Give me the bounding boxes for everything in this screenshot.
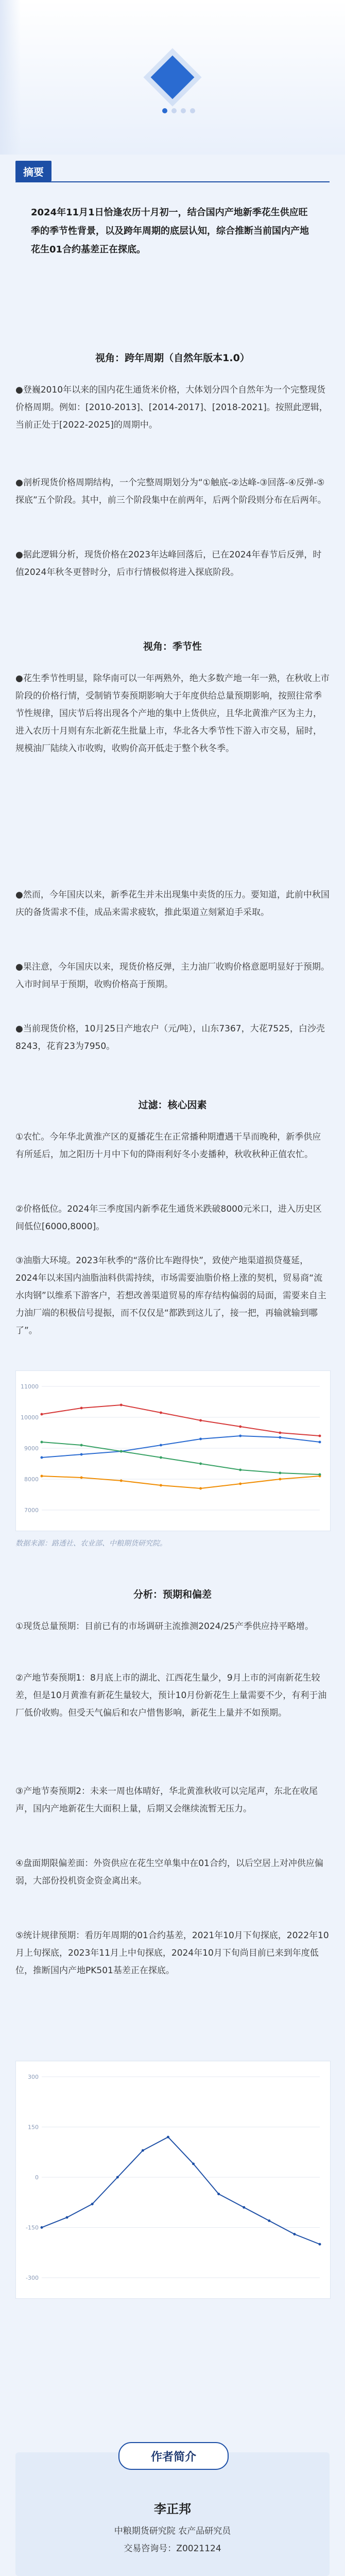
series-point-2023 (41, 1413, 43, 1416)
header-banner (0, 0, 345, 155)
series-point-2023 (120, 1404, 123, 1406)
dot (171, 108, 177, 113)
series-point-2022 (279, 1436, 281, 1439)
series-point-2022 (239, 1435, 242, 1437)
section1-paragraph-3: ●据此逻辑分析，现货价格在2023年达峰回落后，已在2024年春节后反弹，时值2024年秋冬更替时分，后市行情极似将进入探底阶段。 (15, 550, 322, 578)
dot (190, 108, 195, 113)
series-point-2021 (41, 1475, 43, 1478)
section4-paragraph-4: ④盘面期限偏差面：外资供应在花生空单集中在01合约，以后空居上对冲供应偏弱，大部份投机资金资金离出来。 (15, 1858, 323, 1886)
series-line-2024 (42, 1442, 320, 1475)
series-point-PK501 (217, 2193, 220, 2195)
section3-paragraph-1: ①农忙。今年华北黄淮产区的夏播花生在正常播种期遭遇干旱而晚种，新季供应有所延后，加之阳历十月中下旬的降雨利好冬小麦播种，秋收秋种正值农忙。 (15, 1132, 321, 1160)
series-point-2024 (120, 1450, 123, 1453)
y-tick-label: 9000 (24, 1445, 39, 1452)
section2-heading: 视角：季节性 (143, 641, 202, 652)
series-point-PK501 (319, 2243, 321, 2246)
series-point-2021 (80, 1477, 83, 1479)
series-line-PK501 (42, 2137, 320, 2244)
chart1-caption: 数据来源：路透社、农业部、中粮期货研究院。 (15, 1539, 167, 1548)
series-point-2024 (41, 1441, 43, 1444)
diamond-logo (157, 62, 188, 93)
series-point-PK501 (142, 2149, 144, 2152)
series-point-2023 (80, 1407, 83, 1410)
section1-heading: 视角：跨年周期（自然年版本1.0） (95, 352, 250, 364)
series-point-PK501 (66, 2216, 68, 2219)
section4-paragraph-5: ⑤统计规律预期：看历年周期的01合约基差，2021年10月下旬探底，2022年10月上旬探底，2023年11月上中旬探底，2024年10月下旬尚目前已来到年度低位，推断国内产地PK501基差正在探底。 (15, 1930, 329, 1976)
dot-active (162, 108, 167, 113)
pager-dots (162, 108, 195, 113)
series-point-2021 (160, 1484, 162, 1487)
series-point-2024 (239, 1469, 242, 1471)
series-point-PK501 (91, 2203, 94, 2206)
diamond-shape (151, 56, 195, 99)
y-tick-label: 10000 (21, 1414, 39, 1421)
series-point-2021 (199, 1487, 202, 1490)
series-point-2023 (160, 1412, 162, 1414)
price-line-chart (15, 1370, 331, 1531)
series-point-2021 (239, 1483, 242, 1485)
section1-paragraph-1: ●登巍2010年以来的国内花生通货米价格，大体划分四个自然年为一个完整现货价格周期。例如：[2010-2013]、[2014-2017]、[2018-2021]。按照此逻辑，当前正处于[2022-2025]的周期中。 (15, 385, 328, 430)
section2-paragraph-1: ●花生季节性明显，除华南可以一年两熟外，绝大多数产地一年一熟，在秋收上市阶段的价格行情，受制销节奏预期影响大于年度供给总量预期影响，按照往常季节性规律，国庆节后将出现各个产地的集中上货供应，且华北黄淮产区为主力，进入农历十月则有东北新花生批量上市，华北各大季节性下游入市交易，届时，规模油厂陆续入市收购，收购价高开低走于整个秋冬季。 (15, 673, 330, 754)
series-point-PK501 (243, 2206, 245, 2209)
abstract-text: 2024年11月1日恰逢农历十月初一，结合国内产地新季花生供应旺季的季节性背景，以及跨年周期的底层认知，综合推断当前国内产地花生01合约基差正在探底。 (31, 207, 309, 255)
series-point-2021 (279, 1478, 281, 1481)
series-point-2022 (160, 1444, 162, 1447)
series-point-2021 (120, 1480, 123, 1482)
y-tick-label: 11000 (21, 1383, 39, 1390)
section2-paragraph-2: ●然而，今年国庆以来，新季花生并未出现集中卖货的压力。要知道，此前中秋国庆的备货需求不佳，成品来需求疲软，推此渠道立刻紧迫手采取。 (15, 890, 330, 918)
y-tick-label: -300 (26, 2275, 39, 2281)
series-point-2024 (279, 1472, 281, 1475)
series-point-PK501 (116, 2176, 119, 2179)
series-point-2022 (199, 1438, 202, 1440)
dot (181, 108, 186, 113)
series-point-PK501 (41, 2226, 43, 2229)
author-pill: 作者简介 (118, 2442, 229, 2470)
series-point-2023 (199, 1419, 202, 1422)
section4-paragraph-3: ③产地节奏预期2：未来一周也体晴好，华北黄淮秋收可以完尾声，东北在收尾声，国内产地新花生大面积上量，后期又会继续流暂无压力。 (15, 1786, 318, 1814)
section4-paragraph-1: ①现货总量预期：目前已有的市场调研主流推测2024/25产季供应持平略增。 (15, 1621, 314, 1632)
author-card (15, 2452, 330, 2576)
section2-paragraph-3: ●果注意，今年国庆以来，现货价格反弹，主力油厂收购价格意愿明显好于预期。入市时间早于预期，收购价格高于预期。 (15, 962, 330, 990)
section1-paragraph-2: ●剖析现货价格周期结构，一个完整周期划分为“①触底-②达峰-③回落-④反弹-⑤探底”五个阶段。其中，前三个阶段集中在前两年，后两个阶段则分布在后两年。 (15, 478, 326, 505)
author-license: 交易咨询号：Z0021124 (124, 2544, 221, 2554)
series-point-2023 (319, 1435, 321, 1437)
section4-paragraph-2: ②产地节奏预期1：8月底上市的湖北、江西花生量少，9月上市的河南新花生较差，但是10月黄淮有新花生量较大，预计10月份新花生上量需要不少，有利于油厂低价收购。但受天气偏后和农户惜售影响，新花生上量并不如预期。 (15, 1673, 327, 1718)
basis-line-chart (15, 2061, 331, 2299)
y-tick-label: -150 (26, 2224, 39, 2231)
series-point-2022 (41, 1456, 43, 1459)
series-point-2023 (279, 1432, 281, 1434)
abstract-tag: 摘要 (15, 161, 51, 181)
series-point-2024 (160, 1456, 162, 1459)
series-point-2022 (80, 1453, 83, 1456)
section3-paragraph-2: ②价格低位。2024年三季度国内新季花生通货米跌破8000元米口，进入历史区间低位[6000,8000]。 (15, 1204, 322, 1232)
y-tick-label: 300 (28, 2074, 39, 2080)
series-point-2022 (319, 1441, 321, 1444)
series-line-2022 (42, 1436, 320, 1458)
series-point-2023 (239, 1426, 242, 1428)
price-line-chart-svg (16, 1371, 330, 1531)
series-line-2023 (42, 1405, 320, 1436)
y-tick-label: 0 (35, 2174, 39, 2181)
decor-stripe (0, 0, 21, 155)
section3-paragraph-3: ③油脂大环境。2023年秋季的“落价比车跑得快”，致使产地渠道损贷蔓延，2024年以来国内油脂油料供需持续，市场需要油脂价格上涨的契机，贸易商“流水肉钢”以维系下游客户，若想改善渠道贸易的库存结构偏弱的局面，需要来自主力油厂端的积极信号提振，而不仅仅是“都跌到这儿了，接一把，再输就输到哪了”。 (15, 1256, 326, 1336)
series-point-PK501 (293, 2233, 296, 2235)
series-point-2024 (319, 1473, 321, 1476)
series-point-PK501 (167, 2136, 169, 2139)
y-tick-label: 7000 (24, 1507, 39, 1514)
series-point-2024 (80, 1444, 83, 1447)
author-affiliation: 中粮期货研究院 农产品研究员 (114, 2526, 231, 2536)
series-line-2021 (42, 1476, 320, 1488)
y-tick-label: 8000 (24, 1476, 39, 1483)
section4-heading: 分析：预期和偏差 (133, 1589, 212, 1600)
author-name: 李正邦 (154, 2502, 191, 2516)
basis-line-chart-svg (16, 2061, 330, 2298)
section3-heading: 过滤：核心因素 (138, 1099, 207, 1111)
series-point-2024 (199, 1463, 202, 1465)
y-tick-label: 150 (28, 2124, 39, 2131)
section2-paragraph-4: ●当前现货价格，10月25日产地农户（元/吨），山东7367，大花7525，白沙壳8243，花育23为7950。 (15, 1024, 325, 1052)
abstract-rule (15, 181, 330, 182)
series-point-PK501 (268, 2219, 270, 2222)
series-point-PK501 (192, 2163, 195, 2165)
